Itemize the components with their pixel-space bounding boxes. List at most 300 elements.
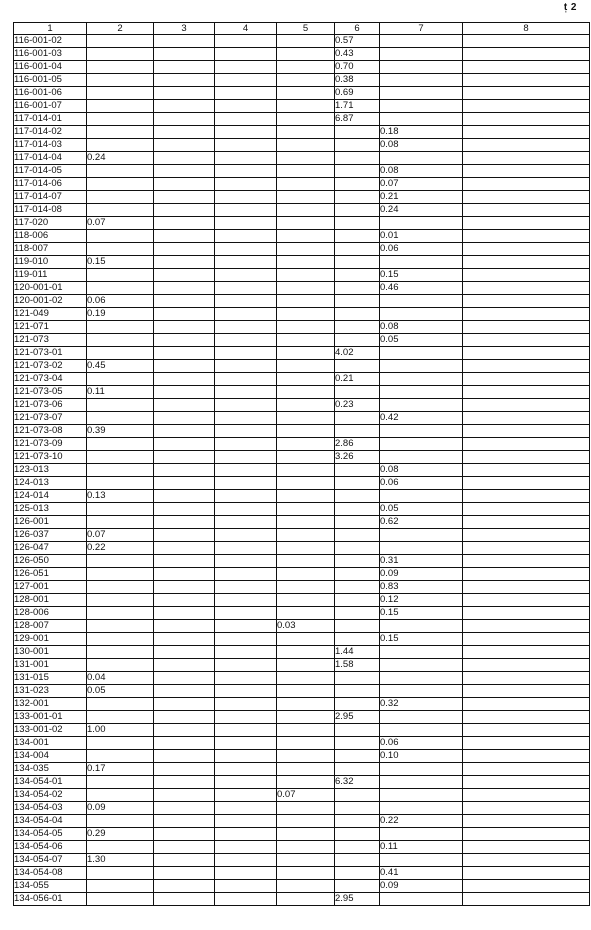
value-cell-col-4 (215, 269, 277, 282)
table-row (14, 74, 590, 87)
value-cell-col-4 (215, 724, 277, 737)
value-cell-col-3 (154, 555, 215, 568)
value-cell-col-3 (154, 35, 215, 48)
value-cell-col-2 (87, 880, 154, 893)
value-cell-col-5 (277, 386, 335, 399)
value-cell-col-6 (335, 282, 380, 295)
value-cell-col-6 (335, 360, 380, 373)
value-cell-col-8 (463, 880, 590, 893)
value-cell-col-6 (335, 685, 380, 698)
value-cell-col-2 (87, 867, 154, 880)
value-cell-col-8 (463, 698, 590, 711)
row-id-cell: 121-073-08 (14, 425, 87, 438)
value-cell-col-2: 0.45 (87, 360, 154, 373)
value-cell-col-6 (335, 165, 380, 178)
value-cell-col-8 (463, 425, 590, 438)
table-row (14, 516, 590, 529)
value-cell-col-3 (154, 542, 215, 555)
value-cell-col-2 (87, 269, 154, 282)
value-cell-col-2 (87, 139, 154, 152)
value-cell-col-6 (335, 815, 380, 828)
table-row (14, 347, 590, 360)
value-cell-col-8 (463, 100, 590, 113)
value-cell-col-5 (277, 126, 335, 139)
value-cell-col-8 (463, 61, 590, 74)
value-cell-col-3 (154, 373, 215, 386)
table-row (14, 867, 590, 880)
row-id-cell: 126-037 (14, 529, 87, 542)
value-cell-col-7: 0.15 (380, 607, 463, 620)
value-cell-col-5 (277, 230, 335, 243)
column-header-2: 2 (87, 23, 154, 35)
value-cell-col-5 (277, 841, 335, 854)
value-cell-col-5 (277, 100, 335, 113)
value-cell-col-5 (277, 776, 335, 789)
value-cell-col-8 (463, 113, 590, 126)
row-id-cell: 134-054-03 (14, 802, 87, 815)
table-row (14, 165, 590, 178)
value-cell-col-8 (463, 867, 590, 880)
value-cell-col-3 (154, 698, 215, 711)
value-cell-col-4 (215, 685, 277, 698)
value-cell-col-8 (463, 399, 590, 412)
value-cell-col-6 (335, 178, 380, 191)
value-cell-col-5 (277, 243, 335, 256)
table-row (14, 711, 590, 724)
value-cell-col-7: 0.11 (380, 841, 463, 854)
value-cell-col-7 (380, 87, 463, 100)
value-cell-col-5 (277, 451, 335, 464)
value-cell-col-3 (154, 516, 215, 529)
value-cell-col-7 (380, 828, 463, 841)
value-cell-col-3 (154, 217, 215, 230)
value-cell-col-8 (463, 594, 590, 607)
value-cell-col-7 (380, 802, 463, 815)
value-cell-col-4 (215, 48, 277, 61)
row-id-cell: 117-014-01 (14, 113, 87, 126)
row-id-cell: 126-051 (14, 568, 87, 581)
row-id-cell: 117-014-02 (14, 126, 87, 139)
value-cell-col-3 (154, 165, 215, 178)
value-cell-col-3 (154, 581, 215, 594)
value-cell-col-5 (277, 425, 335, 438)
value-cell-col-5 (277, 308, 335, 321)
value-cell-col-6 (335, 828, 380, 841)
row-id-cell: 123-013 (14, 464, 87, 477)
row-id-cell: 121-073-09 (14, 438, 87, 451)
value-cell-col-4 (215, 776, 277, 789)
value-cell-col-6 (335, 555, 380, 568)
row-id-cell: 128-007 (14, 620, 87, 633)
table-row (14, 672, 590, 685)
value-cell-col-8 (463, 256, 590, 269)
value-cell-col-3 (154, 74, 215, 87)
value-cell-col-7 (380, 893, 463, 906)
value-cell-col-3 (154, 425, 215, 438)
value-cell-col-6 (335, 724, 380, 737)
value-cell-col-4 (215, 646, 277, 659)
value-cell-col-7 (380, 48, 463, 61)
value-cell-col-4 (215, 178, 277, 191)
table-row (14, 204, 590, 217)
value-cell-col-4 (215, 750, 277, 763)
column-header-7: 7 (380, 23, 463, 35)
row-id-cell: 116-001-06 (14, 87, 87, 100)
row-id-cell: 118-006 (14, 230, 87, 243)
value-cell-col-7: 0.18 (380, 126, 463, 139)
value-cell-col-7 (380, 61, 463, 74)
row-id-cell: 121-073-04 (14, 373, 87, 386)
value-cell-col-4 (215, 711, 277, 724)
row-id-cell: 128-006 (14, 607, 87, 620)
row-id-cell: 119-011 (14, 269, 87, 282)
value-cell-col-8 (463, 711, 590, 724)
value-cell-col-3 (154, 438, 215, 451)
value-cell-col-7: 0.32 (380, 698, 463, 711)
value-cell-col-6 (335, 204, 380, 217)
value-cell-col-5 (277, 542, 335, 555)
table-row (14, 243, 590, 256)
value-cell-col-5 (277, 438, 335, 451)
row-id-cell: 127-001 (14, 581, 87, 594)
value-cell-col-4 (215, 737, 277, 750)
table-row (14, 854, 590, 867)
value-cell-col-7: 0.08 (380, 321, 463, 334)
value-cell-col-2 (87, 776, 154, 789)
table-row (14, 724, 590, 737)
row-id-cell: 126-047 (14, 542, 87, 555)
row-id-cell: 116-001-07 (14, 100, 87, 113)
value-cell-col-3 (154, 126, 215, 139)
value-cell-col-7: 0.21 (380, 191, 463, 204)
value-cell-col-7: 0.05 (380, 334, 463, 347)
value-cell-col-2 (87, 178, 154, 191)
value-cell-col-4 (215, 152, 277, 165)
column-header-4: 4 (215, 23, 277, 35)
value-cell-col-2 (87, 711, 154, 724)
value-cell-col-8 (463, 347, 590, 360)
value-cell-col-8 (463, 490, 590, 503)
value-cell-col-3 (154, 594, 215, 607)
value-cell-col-3 (154, 451, 215, 464)
value-cell-col-3 (154, 477, 215, 490)
value-cell-col-6 (335, 607, 380, 620)
table-row (14, 334, 590, 347)
value-cell-col-7 (380, 373, 463, 386)
table-row (14, 321, 590, 334)
table-row (14, 464, 590, 477)
value-cell-col-4 (215, 386, 277, 399)
value-cell-col-4 (215, 828, 277, 841)
row-id-cell: 125-013 (14, 503, 87, 516)
value-cell-col-2 (87, 191, 154, 204)
value-cell-col-2: 0.24 (87, 152, 154, 165)
value-cell-col-2 (87, 607, 154, 620)
value-cell-col-5 (277, 360, 335, 373)
table-row (14, 425, 590, 438)
value-cell-col-2 (87, 204, 154, 217)
value-cell-col-7: 0.09 (380, 568, 463, 581)
value-cell-col-2 (87, 750, 154, 763)
value-cell-col-2: 0.13 (87, 490, 154, 503)
row-id-cell: 131-015 (14, 672, 87, 685)
value-cell-col-8 (463, 477, 590, 490)
value-cell-col-7 (380, 295, 463, 308)
value-cell-col-8 (463, 74, 590, 87)
table-row (14, 282, 590, 295)
value-cell-col-4 (215, 620, 277, 633)
value-cell-col-4 (215, 321, 277, 334)
value-cell-col-6 (335, 386, 380, 399)
table-row (14, 399, 590, 412)
table-row (14, 893, 590, 906)
value-cell-col-5 (277, 581, 335, 594)
value-cell-col-3 (154, 334, 215, 347)
value-cell-col-7: 0.24 (380, 204, 463, 217)
row-id-cell: 134-054-01 (14, 776, 87, 789)
table-row (14, 373, 590, 386)
table-row (14, 594, 590, 607)
value-cell-col-8 (463, 503, 590, 516)
value-cell-col-6: 2.86 (335, 438, 380, 451)
value-cell-col-7: 0.01 (380, 230, 463, 243)
value-cell-col-2 (87, 698, 154, 711)
row-id-cell: 121-073-07 (14, 412, 87, 425)
value-cell-col-2 (87, 347, 154, 360)
value-cell-col-4 (215, 789, 277, 802)
value-cell-col-7 (380, 100, 463, 113)
row-id-cell: 121-049 (14, 308, 87, 321)
table-row (14, 477, 590, 490)
value-cell-col-5 (277, 191, 335, 204)
value-cell-col-6: 2.95 (335, 893, 380, 906)
value-cell-col-2 (87, 594, 154, 607)
value-cell-col-2: 0.11 (87, 386, 154, 399)
value-cell-col-5 (277, 373, 335, 386)
value-cell-col-2 (87, 61, 154, 74)
value-cell-col-4 (215, 854, 277, 867)
value-cell-col-4 (215, 87, 277, 100)
row-id-cell: 134-054-07 (14, 854, 87, 867)
table-row (14, 542, 590, 555)
value-cell-col-5 (277, 516, 335, 529)
value-cell-col-7 (380, 620, 463, 633)
value-cell-col-7 (380, 74, 463, 87)
value-cell-col-6 (335, 295, 380, 308)
column-header-8: 8 (463, 23, 590, 35)
value-cell-col-8 (463, 178, 590, 191)
value-cell-col-5 (277, 503, 335, 516)
value-cell-col-3 (154, 568, 215, 581)
value-cell-col-3 (154, 464, 215, 477)
value-cell-col-5 (277, 646, 335, 659)
value-cell-col-8 (463, 35, 590, 48)
value-cell-col-6: 0.38 (335, 74, 380, 87)
row-id-cell: 130-001 (14, 646, 87, 659)
value-cell-col-6 (335, 581, 380, 594)
value-cell-col-7 (380, 308, 463, 321)
row-id-cell: 128-001 (14, 594, 87, 607)
value-cell-col-5 (277, 607, 335, 620)
row-id-cell: 134-055 (14, 880, 87, 893)
value-cell-col-7 (380, 113, 463, 126)
value-cell-col-5 (277, 802, 335, 815)
value-cell-col-2 (87, 373, 154, 386)
row-id-cell: 121-073-05 (14, 386, 87, 399)
value-cell-col-6 (335, 269, 380, 282)
value-cell-col-4 (215, 659, 277, 672)
value-cell-col-4 (215, 815, 277, 828)
row-id-cell: 134-054-08 (14, 867, 87, 880)
value-cell-col-5 (277, 763, 335, 776)
value-cell-col-8 (463, 230, 590, 243)
value-cell-col-2 (87, 477, 154, 490)
column-header-1: 1 (14, 23, 87, 35)
value-cell-col-2 (87, 282, 154, 295)
row-id-cell: 133-001-01 (14, 711, 87, 724)
value-cell-col-4 (215, 126, 277, 139)
table-row (14, 191, 590, 204)
value-cell-col-6: 0.70 (335, 61, 380, 74)
row-id-cell: 117-014-03 (14, 139, 87, 152)
value-cell-col-5 (277, 672, 335, 685)
value-cell-col-2 (87, 100, 154, 113)
value-cell-col-2 (87, 35, 154, 48)
value-cell-col-2 (87, 87, 154, 100)
value-cell-col-6: 0.69 (335, 87, 380, 100)
value-cell-col-7 (380, 789, 463, 802)
value-cell-col-8 (463, 269, 590, 282)
value-cell-col-2: 0.07 (87, 217, 154, 230)
value-cell-col-2 (87, 516, 154, 529)
value-cell-col-2: 0.29 (87, 828, 154, 841)
value-cell-col-5 (277, 204, 335, 217)
value-cell-col-2 (87, 659, 154, 672)
value-cell-col-2: 0.19 (87, 308, 154, 321)
value-cell-col-3 (154, 152, 215, 165)
value-cell-col-2 (87, 620, 154, 633)
value-cell-col-5 (277, 594, 335, 607)
row-id-cell: 120-001-02 (14, 295, 87, 308)
value-cell-col-7: 0.08 (380, 165, 463, 178)
value-cell-col-7 (380, 685, 463, 698)
value-cell-col-8 (463, 243, 590, 256)
value-cell-col-8 (463, 659, 590, 672)
value-cell-col-4 (215, 607, 277, 620)
value-cell-col-4 (215, 880, 277, 893)
row-id-cell: 131-023 (14, 685, 87, 698)
table-row (14, 139, 590, 152)
value-cell-col-5 (277, 152, 335, 165)
value-cell-col-2: 0.04 (87, 672, 154, 685)
value-cell-col-8 (463, 139, 590, 152)
value-cell-col-4 (215, 191, 277, 204)
value-cell-col-2: 0.17 (87, 763, 154, 776)
value-cell-col-5 (277, 867, 335, 880)
value-cell-col-6 (335, 568, 380, 581)
value-cell-col-3 (154, 100, 215, 113)
value-cell-col-4 (215, 347, 277, 360)
row-id-cell: 134-054-05 (14, 828, 87, 841)
value-cell-col-5 (277, 698, 335, 711)
row-id-cell: 129-001 (14, 633, 87, 646)
value-cell-col-8 (463, 87, 590, 100)
value-cell-col-3 (154, 230, 215, 243)
value-cell-col-8 (463, 386, 590, 399)
value-cell-col-5 (277, 321, 335, 334)
value-cell-col-7 (380, 724, 463, 737)
value-cell-col-7: 0.06 (380, 243, 463, 256)
value-cell-col-3 (154, 633, 215, 646)
value-cell-col-4 (215, 165, 277, 178)
value-cell-col-8 (463, 360, 590, 373)
value-cell-col-4 (215, 763, 277, 776)
value-cell-col-2 (87, 789, 154, 802)
value-cell-col-2 (87, 737, 154, 750)
value-cell-col-5 (277, 490, 335, 503)
value-cell-col-4 (215, 464, 277, 477)
value-cell-col-6 (335, 594, 380, 607)
value-cell-col-6 (335, 516, 380, 529)
value-cell-col-7 (380, 451, 463, 464)
value-cell-col-5 (277, 295, 335, 308)
value-cell-col-4 (215, 113, 277, 126)
value-cell-col-7: 0.10 (380, 750, 463, 763)
value-cell-col-6 (335, 737, 380, 750)
value-cell-col-3 (154, 61, 215, 74)
value-cell-col-7: 0.15 (380, 269, 463, 282)
table-row (14, 360, 590, 373)
value-cell-col-5 (277, 165, 335, 178)
value-cell-col-2 (87, 334, 154, 347)
value-cell-col-7: 0.06 (380, 737, 463, 750)
value-cell-col-3 (154, 529, 215, 542)
value-cell-col-2 (87, 568, 154, 581)
value-cell-col-5 (277, 282, 335, 295)
row-id-cell: 124-013 (14, 477, 87, 490)
value-cell-col-4 (215, 581, 277, 594)
value-cell-col-6: 4.02 (335, 347, 380, 360)
value-cell-col-3 (154, 256, 215, 269)
value-cell-col-3 (154, 87, 215, 100)
row-id-cell: 134-054-06 (14, 841, 87, 854)
value-cell-col-3 (154, 828, 215, 841)
value-cell-col-2: 0.22 (87, 542, 154, 555)
row-id-cell: 134-004 (14, 750, 87, 763)
value-cell-col-6 (335, 867, 380, 880)
value-cell-col-7 (380, 438, 463, 451)
value-cell-col-6 (335, 529, 380, 542)
value-cell-col-4 (215, 217, 277, 230)
value-cell-col-5 (277, 178, 335, 191)
value-cell-col-6 (335, 789, 380, 802)
value-cell-col-2 (87, 399, 154, 412)
value-cell-col-3 (154, 191, 215, 204)
row-id-cell: 116-001-04 (14, 61, 87, 74)
value-cell-col-4 (215, 425, 277, 438)
row-id-cell: 117-014-06 (14, 178, 87, 191)
value-cell-col-2: 1.00 (87, 724, 154, 737)
value-cell-col-2 (87, 646, 154, 659)
value-cell-col-6 (335, 763, 380, 776)
table-row (14, 646, 590, 659)
table-row (14, 555, 590, 568)
value-cell-col-5 (277, 256, 335, 269)
value-cell-col-2 (87, 243, 154, 256)
value-cell-col-6: 2.95 (335, 711, 380, 724)
value-cell-col-8 (463, 607, 590, 620)
value-cell-col-4 (215, 334, 277, 347)
